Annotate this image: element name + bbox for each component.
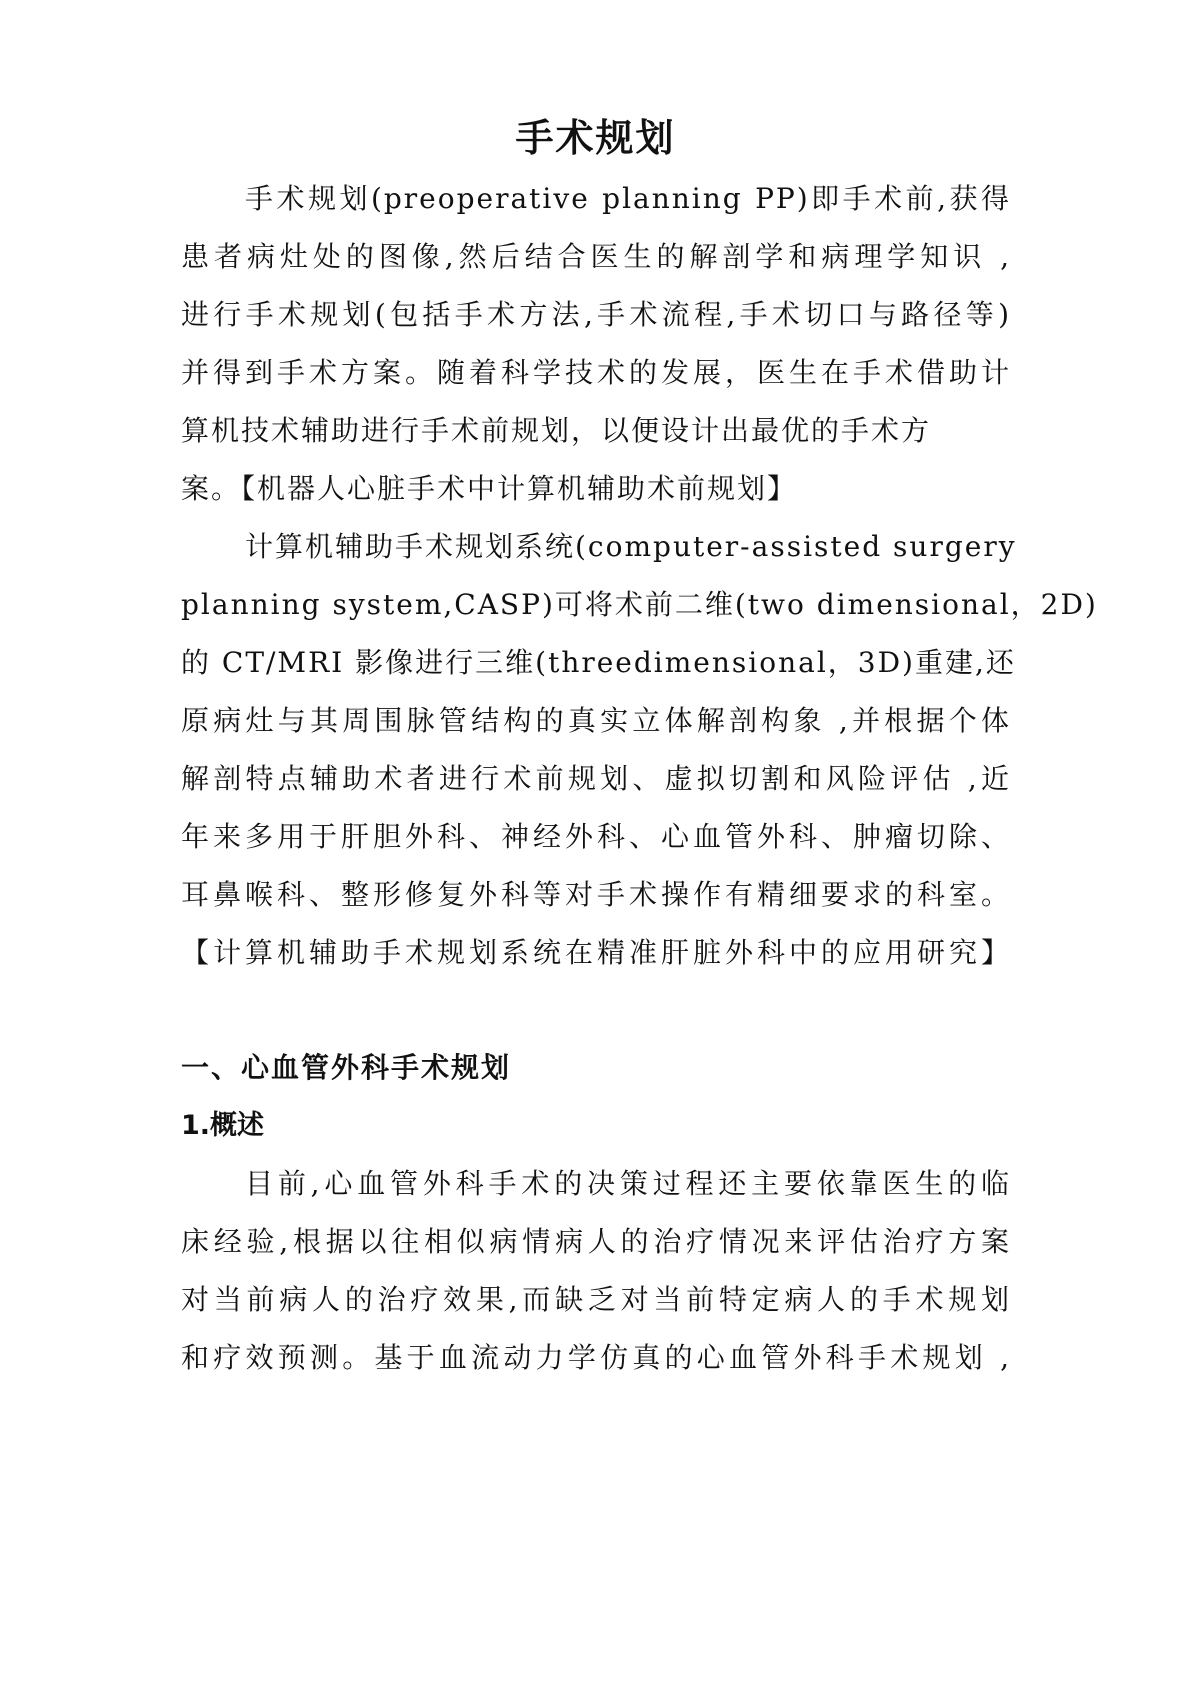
page-title: 手术规划 [515,116,676,160]
paragraph-2-line-3: 的 CT/MRI 影像进行三维(threedimensional，3D)重建,还 [181,646,1016,679]
paragraph-1-line-6: 案。【机器人心脏手术中计算机辅助术前规划】 [181,472,798,505]
paragraph-2-line-5: 解剖特点辅助术者进行术前规划、虚拟切割和风险评估 ,近 [181,762,1011,795]
paragraph-3-line-4: 和疗效预测。基于血流动力学仿真的心血管外科手术规划 , [181,1341,1011,1374]
paragraph-2-line-1: 计算机辅助手术规划系统(computer-assisted surgery [245,530,1017,563]
paragraph-2-line-8: 【计算机辅助手术规划系统在精准肝脏外科中的应用研究】 [181,936,1011,969]
paragraph-1-line-3: 进行手术规划(包括手术方法,手术流程,手术切口与路径等) [181,298,1011,331]
paragraph-3-line-3: 对当前病人的治疗效果,而缺乏对当前特定病人的手术规划 [181,1283,1011,1316]
paragraph-1-line-5: 算机技术辅助进行手术前规划，以便设计出最优的手术方 [181,414,932,447]
paragraph-3-line-2: 床经验,根据以往相似病情病人的治疗情况来评估治疗方案 [181,1225,1011,1258]
paragraph-1-line-2: 患者病灶处的图像,然后结合医生的解剖学和病理学知识 , [181,240,1011,273]
paragraph-1-line-4: 并得到手术方案。随着科学技术的发展，医生在手术借助计 [181,356,1011,389]
paragraph-3-line-1: 目前,心血管外科手术的决策过程还主要依靠医生的临 [245,1167,1011,1200]
paragraph-1-line-1: 手术规划(preoperative planning PP)即手术前,获得 [245,182,1011,215]
paragraph-2-line-4: 原病灶与其周围脉管结构的真实立体解剖构象 ,并根据个体 [181,704,1011,737]
subsection-heading: 1.概述 [181,1110,265,1141]
section-heading: 一、心血管外科手术规划 [181,1051,512,1084]
paragraph-2-line-2: planning system,CASP)可将术前二维(two dimensional，2D) [181,588,1098,621]
paragraph-2-line-7: 耳鼻喉科、整形修复外科等对手术操作有精细要求的科室。 [181,878,1011,911]
paragraph-2-line-6: 年来多用于肝胆外科、神经外科、心血管外科、肿瘤切除、 [181,820,1011,853]
